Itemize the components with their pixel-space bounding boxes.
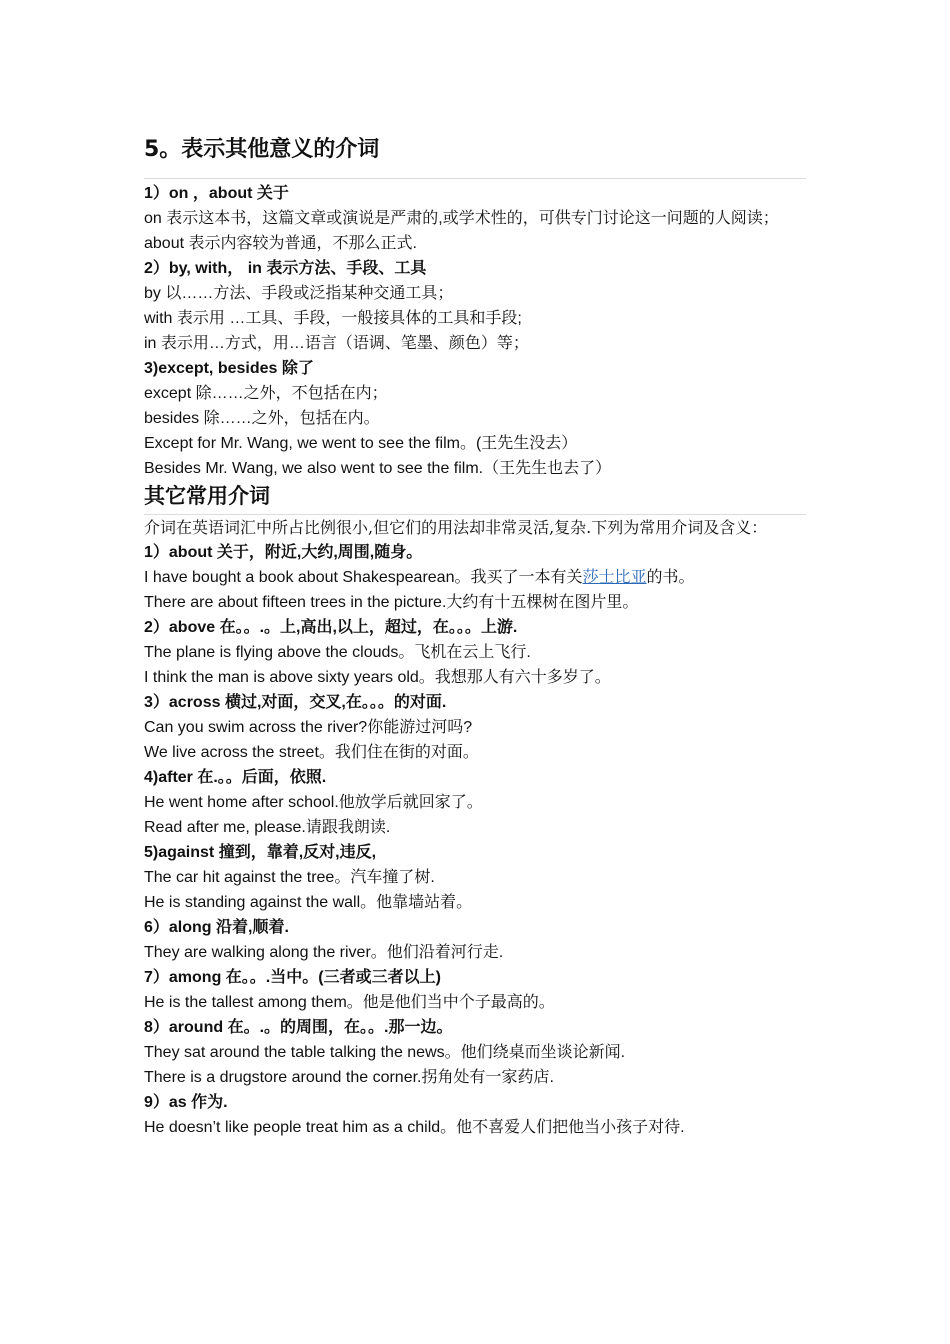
item-text: Except for Mr. Wang, we went to see the film。(王先生没去） <box>144 435 578 452</box>
item-heading: 7）among 在。。.当中。(三者或三者以上) <box>144 969 441 986</box>
item-heading: 6）along 沿着,顺着. <box>144 919 289 936</box>
item-heading: 3)except, besides 除了 <box>144 360 314 377</box>
title-divider <box>144 178 806 179</box>
item-text: in 表示用…方式，用…语言（语调、笔墨、颜色）等； <box>144 335 529 352</box>
subsection-title: 其它常用介词 <box>144 484 270 508</box>
item-heading: 1）about 关于，附近,大约,周围,随身。 <box>144 544 423 561</box>
item-text: with 表示用 …工具、手段，一般接具体的工具和手段; <box>144 310 522 327</box>
item-text: He doesn’t like people treat him as a child。他不喜爱人们把他当小孩子对待. <box>144 1119 685 1136</box>
example-text: I have bought a book about Shakespearean。我买了一本有关 <box>144 569 583 586</box>
example-text-end: 的书。 <box>646 569 695 586</box>
item-text: Can you swim across the river?你能游过河吗? <box>144 719 473 736</box>
item-text: There are about fifteen trees in the picture.大约有十五棵树在图片里。 <box>144 594 639 611</box>
item-text: There is a drugstore around the corner.拐角处有一家药店. <box>144 1069 554 1086</box>
item-heading: 1）on ，about 关于 <box>144 185 289 202</box>
item-text: I think the man is above sixty years old。我想那人有六十多岁了。 <box>144 669 611 686</box>
item-text: on 表示这本书，这篇文章或演说是严肃的,或学术性的，可供专门讨论这一问题的人阅读； <box>144 210 779 227</box>
item-heading: 2）by, with， in 表示方法、手段、工具 <box>144 260 427 277</box>
item-text: They sat around the table talking the news。他们绕桌而坐谈论新闻. <box>144 1044 626 1061</box>
item-heading: 3）across 横过,对面，交叉,在。。。的对面. <box>144 694 447 711</box>
example-line <box>144 565 806 590</box>
intro-paragraph: 介词在英语词汇中所占比例很小,但它们的用法却非常灵活,复杂.下列为常用介词及含义： <box>144 518 768 537</box>
item-text: The plane is flying above the clouds。飞机在云上飞行. <box>144 644 531 661</box>
item-heading: 9）as 作为. <box>144 1094 228 1111</box>
item-text: besides 除……之外，包括在内。 <box>144 410 380 427</box>
section-title: 5。表示其他意义的介词 <box>144 137 380 162</box>
item-heading: 8）around 在。.。的周围，在。。.那一边。 <box>144 1019 453 1036</box>
item-heading: 4)after 在.。。后面，依照. <box>144 769 327 786</box>
item-text: except 除……之外，不包括在内； <box>144 385 388 402</box>
section-meanings <box>144 181 806 481</box>
document-page <box>144 128 806 1140</box>
item-text: He is standing against the wall。他靠墙站着。 <box>144 894 473 911</box>
item-text: They are walking along the river。他们沿着河行走. <box>144 944 504 961</box>
item-text: The car hit against the tree。汽车撞了树. <box>144 869 435 886</box>
item-text: Read after me, please.请跟我朗读. <box>144 819 391 836</box>
item-text: about 表示内容较为普通，不那么正式. <box>144 235 417 252</box>
item-text: He went home after school.他放学后就回家了。 <box>144 794 483 811</box>
section-common-prepositions <box>144 540 806 1140</box>
item-text: He is the tallest among them。他是他们当中个子最高的。 <box>144 994 555 1011</box>
item-text: by 以……方法、手段或泛指某种交通工具； <box>144 285 454 302</box>
item-heading: 2）above 在。。.。上,高出,以上，超过，在。。。上游. <box>144 619 518 636</box>
item-heading: 5)against 撞到，靠着,反对,违反, <box>144 844 377 861</box>
item-text: We live across the street。我们住在街的对面。 <box>144 744 479 761</box>
item-text: Besides Mr. Wang, we also went to see the film.（王先生也去了） <box>144 460 612 477</box>
shakespeare-link[interactable]: 莎士比亚 <box>582 569 647 586</box>
